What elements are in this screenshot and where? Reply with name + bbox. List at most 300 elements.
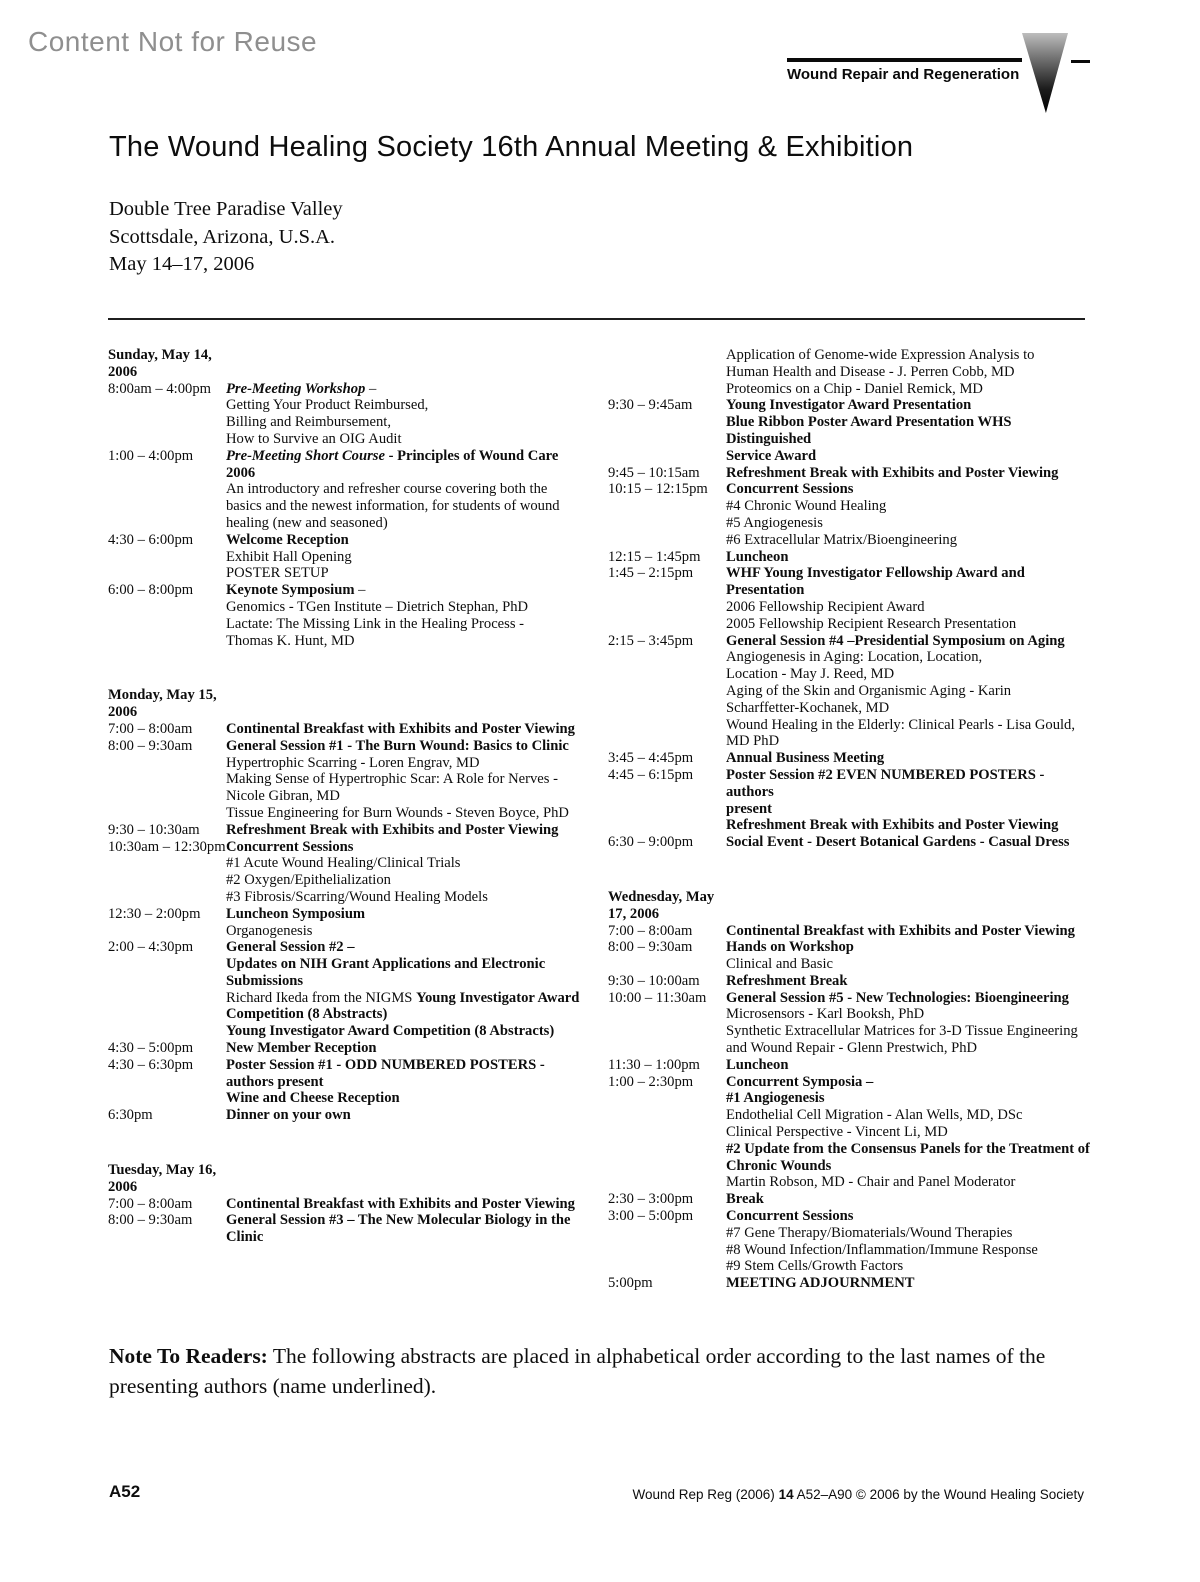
entry-time: 11:30 – 1:00pm bbox=[608, 1056, 700, 1073]
entry-description bbox=[226, 822, 581, 839]
text-run: WHF Young Investigator Fellowship Award and Presentation bbox=[726, 565, 1025, 599]
schedule-entry bbox=[608, 973, 1090, 990]
entry-time: 10:00 – 11:30am bbox=[608, 989, 707, 1006]
entry-description bbox=[726, 939, 1090, 973]
day-header bbox=[108, 347, 581, 381]
entry-line bbox=[726, 801, 1090, 818]
text-run: General Session #5 - New Technologies: Bioengineering bbox=[726, 989, 1069, 1006]
entry-line bbox=[726, 1208, 1090, 1225]
entry-time: 7:00 – 8:00am bbox=[108, 720, 193, 737]
text-run: Poster Session #1 - ODD NUMBERED POSTERS - bbox=[226, 1056, 545, 1073]
day-header-line: 2006 bbox=[108, 1178, 138, 1195]
day-block bbox=[608, 347, 1090, 851]
entry-line bbox=[226, 872, 581, 889]
entry-description bbox=[726, 465, 1090, 482]
day-header bbox=[108, 1162, 581, 1196]
schedule-entry bbox=[608, 1074, 1090, 1192]
entry-line bbox=[726, 565, 1090, 599]
text-run: Genomics - TGen Institute – Dietrich Stephan, PhD bbox=[226, 598, 529, 615]
entry-line bbox=[726, 1090, 1090, 1107]
schedule-entry bbox=[108, 721, 581, 738]
text-run: Continental Breakfast with Exhibits and Poster Viewing bbox=[726, 922, 1075, 939]
text-run: Hypertrophic Scarring - Loren Engrav, MD bbox=[226, 754, 480, 771]
text-run: Application of Genome-wide Expression Analysis to bbox=[726, 347, 1035, 363]
text-run: Continental Breakfast with Exhibits and Poster Viewing bbox=[226, 720, 575, 737]
entry-time: 6:30pm bbox=[108, 1107, 153, 1124]
entry-line bbox=[726, 1174, 1090, 1191]
text-run: Social Event - Desert Botanical Gardens - Casual Dress bbox=[726, 834, 1070, 851]
day-block bbox=[108, 347, 581, 649]
entry-line bbox=[726, 717, 1090, 734]
day-block bbox=[108, 687, 581, 1124]
page-title: The Wound Healing Society 16th Annual Meeting & Exhibition bbox=[109, 131, 914, 163]
schedule-entry bbox=[608, 1275, 1090, 1292]
entry-time: 4:30 – 6:30pm bbox=[108, 1056, 194, 1073]
entry-line bbox=[726, 1006, 1090, 1023]
entry-line bbox=[726, 1242, 1090, 1259]
text-run: Organogenesis bbox=[226, 922, 313, 939]
text-run: MEETING ADJOURNMENT bbox=[726, 1275, 915, 1292]
day-header-line: Wednesday, May bbox=[608, 888, 715, 905]
venue-city: Scottsdale, Arizona, U.S.A. bbox=[109, 225, 336, 248]
entry-line bbox=[226, 721, 581, 738]
entry-time: 4:45 – 6:15pm bbox=[608, 766, 694, 783]
text-run: Submissions bbox=[226, 972, 304, 989]
entry-line bbox=[226, 1006, 581, 1023]
schedule-entry bbox=[108, 822, 581, 839]
text-run: Young Investigator Award Competition (8 Abstracts) bbox=[226, 1023, 555, 1040]
schedule-entry bbox=[108, 1196, 581, 1213]
entry-line bbox=[726, 956, 1090, 973]
text-run: Nicole Gibran, MD bbox=[226, 788, 340, 805]
entry-line bbox=[726, 381, 1090, 398]
text-run: Updates on NIH Grant Applications and Electronic bbox=[226, 956, 546, 973]
entry-line bbox=[726, 397, 1090, 414]
page-number: A52 bbox=[109, 1482, 141, 1501]
entry-line bbox=[226, 956, 581, 973]
entry-time: 2:15 – 3:45pm bbox=[608, 632, 694, 649]
entry-time: 7:00 – 8:00am bbox=[108, 1195, 193, 1212]
watermark-text: Content Not for Reuse bbox=[28, 26, 318, 57]
text-run: Young Investigator Award Presentation bbox=[726, 397, 972, 414]
entry-line bbox=[726, 1023, 1090, 1040]
entry-time: 5:00pm bbox=[608, 1275, 653, 1292]
text-run: Annual Business Meeting bbox=[726, 750, 885, 767]
entry-line bbox=[726, 767, 1090, 801]
entry-line bbox=[226, 788, 581, 805]
entry-line bbox=[226, 738, 581, 755]
day-header-line: 2006 bbox=[108, 363, 138, 380]
text-run: Luncheon bbox=[726, 548, 789, 565]
entry-time: 8:00 – 9:30am bbox=[108, 737, 193, 754]
entry-line bbox=[226, 565, 581, 582]
entry-description bbox=[226, 721, 581, 738]
entry-description bbox=[226, 839, 581, 906]
entry-description bbox=[226, 532, 581, 582]
note-to-readers bbox=[109, 1342, 1094, 1401]
text-run: authors present bbox=[226, 1073, 324, 1090]
entry-line bbox=[226, 1196, 581, 1213]
entry-description bbox=[726, 750, 1090, 767]
schedule-column-left bbox=[108, 347, 581, 1292]
text-run: Refreshment Break with Exhibits and Poster Viewing bbox=[226, 821, 559, 838]
text-run: #3 Fibrosis/Scarring/Wound Healing Models bbox=[226, 888, 488, 905]
text-run: Refreshment Break with Exhibits and Poster Viewing bbox=[726, 817, 1059, 834]
text-run: Lactate: The Missing Link in the Healing Process - bbox=[226, 615, 525, 632]
text-run: Endothelial Cell Migration - Alan Wells, MD, DSc bbox=[726, 1107, 1023, 1124]
text-run: Making Sense of Hypertrophic Scar: A Role for Nerves - bbox=[226, 771, 558, 788]
schedule-entry bbox=[608, 397, 1090, 464]
entry-time: 9:30 – 9:45am bbox=[608, 397, 693, 414]
entry-line bbox=[226, 822, 581, 839]
entry-time: 12:15 – 1:45pm bbox=[608, 548, 701, 565]
text-run: Martin Robson, MD - Chair and Panel Moderator bbox=[726, 1174, 1016, 1191]
entry-line bbox=[226, 805, 581, 822]
entry-line bbox=[726, 1107, 1090, 1124]
day-header bbox=[608, 889, 1090, 923]
entry-description bbox=[226, 1107, 581, 1124]
note-label: Note To Readers: bbox=[109, 1344, 268, 1368]
text-run: Concurrent Symposia – bbox=[726, 1073, 874, 1090]
text-run: Thomas K. Hunt, MD bbox=[226, 632, 355, 649]
text-run: #8 Wound Infection/Inflammation/Immune Response bbox=[726, 1241, 1038, 1258]
text-run: Exhibit Hall Opening bbox=[226, 548, 352, 565]
text-run: #2 Oxygen/Epithelialization bbox=[226, 872, 391, 889]
text-run: Dinner on your own bbox=[226, 1107, 351, 1124]
entry-line bbox=[226, 771, 581, 788]
day-header-line: Tuesday, May 16, bbox=[108, 1162, 217, 1179]
text-run: Refreshment Break bbox=[726, 972, 848, 989]
day-block bbox=[108, 1162, 581, 1246]
entry-line bbox=[726, 649, 1090, 666]
entry-line bbox=[226, 755, 581, 772]
entry-line bbox=[726, 347, 1090, 364]
entry-description bbox=[226, 1212, 581, 1246]
entry-description bbox=[726, 1057, 1090, 1074]
entry-description bbox=[226, 906, 581, 940]
schedule-entry bbox=[108, 448, 581, 532]
text-run: – bbox=[365, 380, 377, 397]
text-run: 14 bbox=[778, 1487, 794, 1502]
text-run: How to Survive an OIG Audit bbox=[226, 430, 402, 447]
entry-time: 7:00 – 8:00am bbox=[608, 922, 693, 939]
entry-time: 10:15 – 12:15pm bbox=[608, 481, 708, 498]
entry-line bbox=[726, 733, 1090, 750]
entry-line bbox=[226, 1074, 581, 1091]
schedule-entry bbox=[108, 532, 581, 582]
schedule-entry bbox=[608, 347, 1090, 397]
entry-line bbox=[726, 616, 1090, 633]
day-header-line: 2006 bbox=[108, 704, 138, 721]
day-header bbox=[108, 687, 581, 721]
text-run: Microsensors - Karl Booksh, PhD bbox=[726, 1006, 925, 1023]
entry-description bbox=[726, 1275, 1090, 1292]
entry-time: 6:00 – 8:00pm bbox=[108, 582, 194, 599]
entry-line bbox=[726, 683, 1090, 700]
day-header-line: Sunday, May 14, bbox=[108, 347, 212, 363]
schedule-entry bbox=[108, 906, 581, 940]
entry-line bbox=[726, 364, 1090, 381]
entry-time: 6:30 – 9:00pm bbox=[608, 834, 694, 851]
text-run: Continental Breakfast with Exhibits and Poster Viewing bbox=[226, 1195, 575, 1212]
text-run: Keynote Symposium bbox=[226, 582, 355, 599]
entry-line bbox=[726, 481, 1090, 498]
entry-line bbox=[226, 1057, 581, 1074]
entry-line bbox=[726, 817, 1090, 834]
text-run: #9 Stem Cells/Growth Factors bbox=[726, 1258, 904, 1275]
entry-line bbox=[726, 1158, 1090, 1175]
text-run: Proteomics on a Chip - Daniel Remick, MD bbox=[726, 380, 983, 397]
text-run: Getting Your Product Reimbursed, bbox=[226, 397, 429, 414]
entry-time: 2:00 – 4:30pm bbox=[108, 939, 194, 956]
text-run: Pre-Meeting Workshop bbox=[226, 380, 366, 397]
entry-description bbox=[726, 397, 1090, 464]
text-run: #2 Update from the Consensus Panels for the Treatment of bbox=[726, 1140, 1090, 1157]
entry-line bbox=[726, 973, 1090, 990]
text-run: Hands on Workshop bbox=[726, 939, 854, 956]
text-run: 2006 Fellowship Recipient Award bbox=[726, 598, 925, 615]
text-run: #5 Angiogenesis bbox=[726, 514, 823, 531]
entry-line bbox=[726, 498, 1090, 515]
entry-time: 3:45 – 4:45pm bbox=[608, 750, 694, 767]
schedule-entry bbox=[608, 767, 1090, 834]
text-run: Clinic bbox=[226, 1229, 264, 1246]
schedule-entry bbox=[108, 738, 581, 822]
entry-time: 8:00 – 9:30am bbox=[608, 939, 693, 956]
schedule-entry bbox=[608, 633, 1090, 751]
entry-line bbox=[726, 923, 1090, 940]
entry-line bbox=[726, 700, 1090, 717]
venue-block bbox=[109, 196, 343, 279]
text-run: New Member Reception bbox=[226, 1040, 377, 1057]
text-run: Concurrent Sessions bbox=[726, 1208, 854, 1225]
text-run: Billing and Reimbursement, bbox=[226, 414, 391, 431]
entry-description bbox=[726, 1074, 1090, 1192]
schedule-entry bbox=[108, 1040, 581, 1057]
entry-time: 12:30 – 2:00pm bbox=[108, 905, 201, 922]
text-run: POSTER SETUP bbox=[226, 565, 329, 582]
entry-time: 4:30 – 5:00pm bbox=[108, 1040, 194, 1057]
section-divider bbox=[108, 318, 1085, 320]
entry-description bbox=[226, 1196, 581, 1213]
text-run: Concurrent Sessions bbox=[726, 481, 854, 498]
schedule-entry bbox=[608, 750, 1090, 767]
entry-line bbox=[726, 834, 1090, 851]
journal-citation bbox=[632, 1487, 1084, 1502]
text-run: A52–A90 © 2006 by the Wound Healing Society bbox=[793, 1487, 1084, 1502]
entry-line bbox=[226, 397, 581, 414]
entry-line bbox=[726, 1040, 1090, 1057]
text-run: Human Health and Disease - J. Perren Cobb, MD bbox=[726, 363, 1015, 380]
text-run: General Session #4 –Presidential Symposium on Aging bbox=[726, 632, 1065, 649]
entry-line bbox=[726, 599, 1090, 616]
entry-time: 1:45 – 2:15pm bbox=[608, 565, 694, 582]
entry-time: 9:30 – 10:00am bbox=[608, 972, 700, 989]
entry-description bbox=[226, 582, 581, 649]
schedule-entry bbox=[608, 939, 1090, 973]
day-block bbox=[608, 889, 1090, 1292]
entry-line bbox=[226, 1212, 581, 1229]
entry-line bbox=[226, 855, 581, 872]
entry-time: 2:30 – 3:00pm bbox=[608, 1191, 694, 1208]
text-run: General Session #2 – bbox=[226, 939, 355, 956]
schedule-column-right bbox=[608, 347, 1090, 1292]
text-run: basics and the newest information, for students of wound bbox=[226, 498, 560, 515]
text-run: Tissue Engineering for Burn Wounds - Steven Boyce, PhD bbox=[226, 804, 569, 821]
text-run: Synthetic Extracellular Matrices for 3-D Tissue Engineering bbox=[726, 1023, 1078, 1040]
entry-line bbox=[226, 549, 581, 566]
schedule-entry bbox=[608, 1208, 1090, 1275]
entry-line bbox=[726, 549, 1090, 566]
text-run: - Principles of Wound Care 2006 bbox=[226, 447, 559, 481]
schedule-entry bbox=[608, 1191, 1090, 1208]
entry-line bbox=[226, 448, 581, 482]
entry-line bbox=[226, 515, 581, 532]
text-run: Aging of the Skin and Organismic Aging - Karin bbox=[726, 682, 1012, 699]
entry-line bbox=[226, 1023, 581, 1040]
text-run: Blue Ribbon Poster Award Presentation WHS Distinguished bbox=[726, 414, 1012, 447]
entry-line bbox=[726, 1124, 1090, 1141]
schedule-entry bbox=[608, 465, 1090, 482]
entry-description bbox=[726, 973, 1090, 990]
entry-description bbox=[226, 738, 581, 822]
schedule-entry bbox=[608, 923, 1090, 940]
entry-description bbox=[726, 1191, 1090, 1208]
text-run: #4 Chronic Wound Healing bbox=[726, 498, 887, 515]
text-run: Scharffetter-Kochanek, MD bbox=[726, 699, 890, 716]
text-run: present bbox=[726, 800, 772, 817]
schedule-entry bbox=[108, 1212, 581, 1246]
entry-time: 9:30 – 10:30am bbox=[108, 821, 200, 838]
entry-line bbox=[726, 1057, 1090, 1074]
entry-line bbox=[726, 465, 1090, 482]
entry-line bbox=[226, 616, 581, 633]
entry-line bbox=[726, 990, 1090, 1007]
entry-line bbox=[226, 498, 581, 515]
entry-description bbox=[726, 834, 1090, 851]
entry-line bbox=[726, 1074, 1090, 1091]
entry-description bbox=[726, 565, 1090, 632]
text-run: Poster Session #2 EVEN NUMBERED POSTERS - authors bbox=[726, 766, 1045, 800]
entry-line bbox=[726, 1258, 1090, 1275]
entry-line bbox=[726, 448, 1090, 465]
journal-banner-rule bbox=[787, 58, 1022, 62]
entry-description bbox=[226, 1040, 581, 1057]
entry-line bbox=[726, 750, 1090, 767]
entry-time: 4:30 – 6:00pm bbox=[108, 531, 194, 548]
entry-line bbox=[726, 1225, 1090, 1242]
text-run: MD PhD bbox=[726, 733, 780, 750]
entry-line bbox=[726, 1275, 1090, 1292]
entry-line bbox=[226, 1090, 581, 1107]
text-run: and Wound Repair - Glenn Prestwich, PhD bbox=[726, 1040, 978, 1057]
text-run: Chronic Wounds bbox=[726, 1157, 832, 1174]
entry-time: 1:00 – 2:30pm bbox=[608, 1073, 694, 1090]
schedule-entry bbox=[608, 549, 1090, 566]
text-run: Richard Ikeda from the NIGMS bbox=[226, 989, 417, 1006]
program-schedule bbox=[108, 347, 1090, 1292]
text-run: General Session #1 - The Burn Wound: Basics to Clinic bbox=[226, 737, 569, 754]
entry-time: 8:00 – 9:30am bbox=[108, 1212, 193, 1229]
entry-line bbox=[226, 582, 581, 599]
text-run: healing (new and seasoned) bbox=[226, 514, 388, 531]
entry-time: 3:00 – 5:00pm bbox=[608, 1208, 694, 1225]
schedule-entry bbox=[608, 481, 1090, 548]
entry-line bbox=[726, 515, 1090, 532]
entry-line bbox=[226, 1040, 581, 1057]
entry-description bbox=[226, 381, 581, 448]
text-run: #6 Extracellular Matrix/Bioengineering bbox=[726, 531, 957, 548]
schedule-entry bbox=[608, 990, 1090, 1057]
text-run: Wound Rep Reg (2006) bbox=[632, 1487, 779, 1502]
schedule-entry bbox=[108, 1107, 581, 1124]
venue-name: Double Tree Paradise Valley bbox=[109, 198, 343, 220]
schedule-entry bbox=[108, 939, 581, 1040]
journal-logo-triangle-icon bbox=[1022, 33, 1068, 113]
text-run: Service Award bbox=[726, 447, 817, 464]
text-run: Pre-Meeting Short Course bbox=[226, 447, 385, 464]
text-run: Location - May J. Reed, MD bbox=[726, 666, 895, 683]
entry-description bbox=[726, 923, 1090, 940]
entry-description bbox=[726, 549, 1090, 566]
entry-line bbox=[226, 923, 581, 940]
entry-description bbox=[226, 448, 581, 532]
entry-line bbox=[726, 1141, 1090, 1158]
day-header-line: Monday, May 15, bbox=[108, 687, 217, 704]
entry-line bbox=[726, 939, 1090, 956]
entry-line bbox=[226, 990, 581, 1007]
entry-description bbox=[726, 990, 1090, 1057]
text-run: 2005 Fellowship Recipient Research Presentation bbox=[726, 615, 1017, 632]
entry-time: 8:00am – 4:00pm bbox=[108, 380, 211, 397]
entry-line bbox=[226, 431, 581, 448]
entry-line bbox=[226, 633, 581, 650]
entry-line bbox=[226, 532, 581, 549]
entry-description bbox=[726, 481, 1090, 548]
entry-line bbox=[726, 666, 1090, 683]
schedule-entry bbox=[108, 1057, 581, 1107]
text-run: Welcome Reception bbox=[226, 531, 349, 548]
text-run: #1 Acute Wound Healing/Clinical Trials bbox=[226, 855, 461, 872]
text-run: Competition (8 Abstracts) bbox=[226, 1006, 388, 1023]
text-run: General Session #3 – The New Molecular Biology in the bbox=[226, 1212, 571, 1229]
entry-line bbox=[726, 532, 1090, 549]
entry-description bbox=[226, 1057, 581, 1107]
venue-dates: May 14–17, 2006 bbox=[109, 253, 255, 275]
entry-line bbox=[226, 414, 581, 431]
entry-line bbox=[226, 381, 581, 398]
text-run: – bbox=[354, 582, 366, 599]
day-header-line: 17, 2006 bbox=[608, 905, 660, 922]
journal-name: Wound Repair and Regeneration bbox=[787, 66, 1020, 83]
schedule-entry bbox=[108, 839, 581, 906]
schedule-entry bbox=[608, 565, 1090, 632]
text-run: #1 Angiogenesis bbox=[726, 1090, 825, 1107]
entry-line bbox=[726, 1191, 1090, 1208]
entry-line bbox=[226, 889, 581, 906]
entry-description bbox=[726, 767, 1090, 834]
text-run: Young Investigator Award bbox=[416, 989, 580, 1006]
entry-line bbox=[226, 839, 581, 856]
entry-line bbox=[726, 414, 1090, 448]
entry-line bbox=[226, 906, 581, 923]
text-run: Refreshment Break with Exhibits and Poster Viewing bbox=[726, 464, 1059, 481]
schedule-entry bbox=[608, 834, 1090, 851]
text-run: Wine and Cheese Reception bbox=[226, 1090, 400, 1107]
text-run: Clinical and Basic bbox=[726, 956, 833, 973]
entry-line bbox=[726, 633, 1090, 650]
text-run: Wound Healing in the Elderly: Clinical Pearls - Lisa Gould, bbox=[726, 716, 1076, 733]
